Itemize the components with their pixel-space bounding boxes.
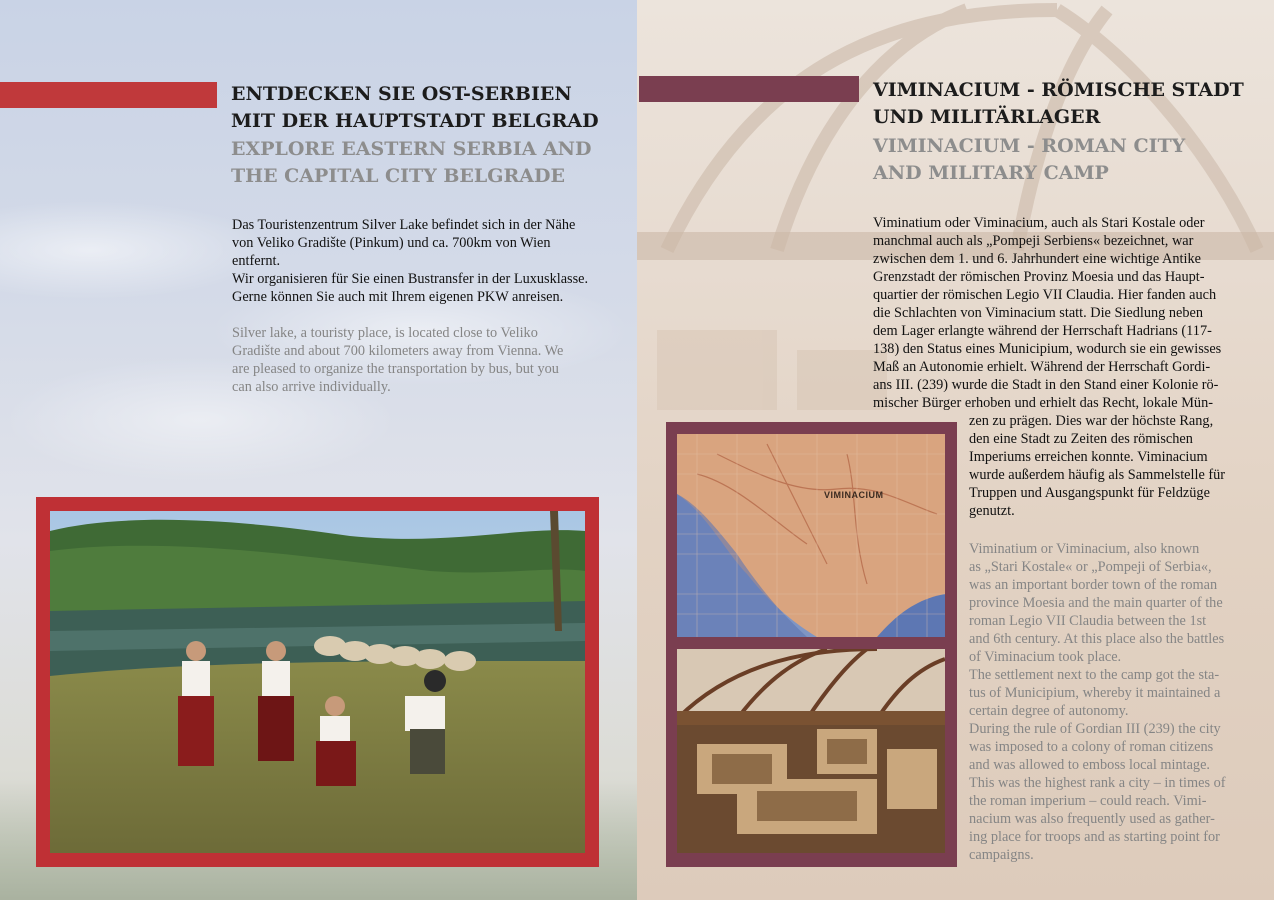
text-line: certain degree of autonomy. [969, 703, 1129, 719]
title-line: UND MILITÄRLAGER [873, 106, 1101, 128]
text-line: Viminatium or Viminacium, also known [969, 541, 1200, 557]
text-line: manchmal auch als „Pompeji Serbiens« bezeichnet, war [873, 233, 1194, 249]
title-line: VIMINACIUM - RÖMISCHE STADT [873, 79, 1244, 101]
right-body-english [969, 540, 1226, 864]
title-line: AND MILITARY CAMP [873, 162, 1109, 184]
text-line: Grenzstadt der römischen Provinz Moesia und das Haupt- [873, 269, 1205, 285]
text-line: of Viminacium took place. [969, 649, 1122, 665]
viminacium-photo-frame [666, 422, 957, 867]
left-title-english [231, 136, 592, 190]
text-line: Silver lake, a touristy place, is located close to Veliko [232, 325, 538, 341]
title-line: VIMINACIUM - ROMAN CITY [873, 135, 1186, 157]
title-line: THE CAPITAL CITY BELGRADE [231, 165, 565, 187]
text-line: tus of Municipium, whereby it maintained a [969, 685, 1221, 701]
text-line: den eine Stadt zu Zeiten des römischen [969, 431, 1193, 447]
text-line: entfernt. [232, 253, 281, 269]
text-line: campaigns. [969, 847, 1034, 863]
left-title-german [231, 81, 599, 135]
text-line: wurde außerdem häufig als Sammelstelle für [969, 467, 1226, 483]
text-line: are pleased to organize the transportation by bus, but you [232, 361, 559, 377]
title-line: MIT DER HAUPTSTADT BELGRAD [231, 110, 599, 132]
text-line: The settlement next to the camp got the sta- [969, 667, 1220, 683]
right-body-german-continued [969, 412, 1225, 520]
title-line: EXPLORE EASTERN SERBIA AND [231, 138, 592, 160]
text-line: zwischen dem 1. und 6. Jahrhundert eine wichtige Antike [873, 251, 1201, 267]
text-line: die Schlachten von Viminacium statt. Die Siedlung neben [873, 305, 1204, 321]
right-title-english [873, 133, 1185, 187]
text-line: province Moesia and the main quarter of the [969, 595, 1223, 611]
excavation-site-photo [677, 649, 945, 853]
text-line: zen zu prägen. Dies war der höchste Rang, [969, 413, 1214, 429]
text-line: Truppen und Ausgangspunkt für Feldzüge [969, 485, 1210, 501]
text-line: Gerne können Sie auch mit Ihrem eigenen PKW anreisen. [232, 289, 564, 305]
lake-scene-illustration [50, 511, 585, 853]
excavation-illustration [677, 649, 945, 853]
text-line: This was the highest rank a city – in times of [969, 775, 1226, 791]
text-line: the roman imperium – could reach. Vimi- [969, 793, 1207, 809]
text-line: dem Lager erlangte während der Herrschaft Hadrians (117- [873, 323, 1212, 339]
red-accent-bar [0, 82, 217, 108]
title-line: ENTDECKEN SIE OST-SERBIEN [231, 83, 572, 105]
text-line: genutzt. [969, 503, 1015, 519]
text-line: was an important border town of the roman [969, 577, 1218, 593]
right-page [637, 0, 1274, 900]
right-body-german [873, 214, 1221, 412]
text-line: as „Stari Kostale« or „Pompeji of Serbia«, [969, 559, 1212, 575]
text-line: ing place for troops and as starting point for [969, 829, 1220, 845]
map-label: VIMINACIUM [824, 490, 884, 500]
text-line: Wir organisieren für Sie einen Bustransfer in der Luxusklasse. [232, 271, 589, 287]
text-line: mischer Bürger erhoben und erhielt das Recht, lokale Mün- [873, 395, 1213, 411]
folk-dancers-photo [50, 511, 585, 853]
mosaic-map-illustration [677, 434, 945, 637]
text-line: Das Touristenzentrum Silver Lake befindet sich in der Nähe [232, 217, 576, 233]
text-line: von Veliko Gradište (Pinkum) und ca. 700km von Wien [232, 235, 551, 251]
folk-dancers-photo-frame [36, 497, 599, 867]
text-line: Viminatium oder Viminacium, auch als Stari Kostale oder [873, 215, 1205, 231]
text-line: nacium was also frequently used as gather- [969, 811, 1215, 827]
text-line: Maß an Autonomie erhielt. Während der Herrschaft Gordi- [873, 359, 1211, 375]
purple-accent-bar [639, 76, 859, 102]
text-line: quartier der römischen Legio VII Claudia. Hier fanden auch [873, 287, 1217, 303]
text-line: Imperiums erreichen konnte. Viminacium [969, 449, 1208, 465]
text-line: During the rule of Gordian III (239) the city [969, 721, 1221, 737]
left-body-german [232, 216, 588, 306]
text-line: and was allowed to emboss local mintage. [969, 757, 1211, 773]
mosaic-map-photo [677, 434, 945, 637]
text-line: and 6th century. At this place also the battles [969, 631, 1225, 647]
text-line: was imposed to a colony of roman citizens [969, 739, 1214, 755]
text-line: can also arrive individually. [232, 379, 391, 395]
left-body-english [232, 324, 563, 396]
text-line: ans III. (239) wurde die Stadt in den Stand einer Kolonie rö- [873, 377, 1219, 393]
text-line: Gradište and about 700 kilometers away from Vienna. We [232, 343, 564, 359]
text-line: 138) den Status eines Municipium, wodurch sie ein gewisses [873, 341, 1222, 357]
text-line: roman Legio VII Claudia between the 1st [969, 613, 1207, 629]
right-title-german [873, 77, 1244, 131]
